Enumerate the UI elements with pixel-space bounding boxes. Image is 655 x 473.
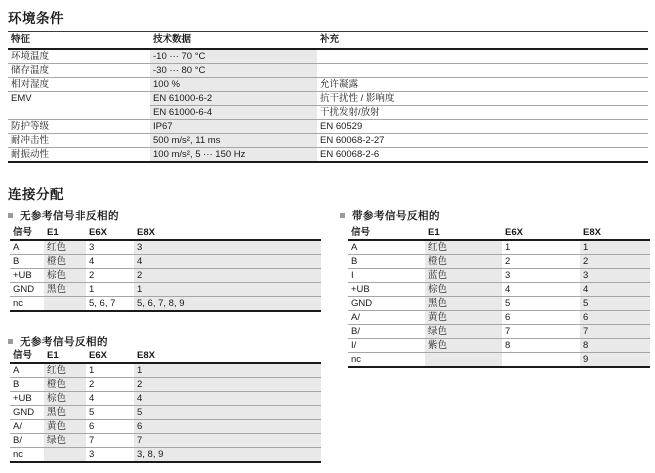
cell-e8x: 3 (580, 269, 650, 283)
table-row (348, 283, 650, 297)
connection-table-nonreference-inverted (10, 349, 321, 463)
table-row (10, 240, 321, 255)
column-header-data: 技术数据 (150, 32, 317, 49)
cell-feature: 相对湿度 (8, 77, 150, 91)
cell-e1: 黄色 (44, 420, 86, 434)
cell-signal: GND (348, 297, 425, 311)
subsection-title: 无参考信号非反相的 (20, 210, 119, 222)
table-header-row (10, 226, 321, 240)
cell-signal: I (348, 269, 425, 283)
cell-e8x: 9 (580, 353, 650, 368)
cell-e1: 橙色 (44, 378, 86, 392)
cell-signal: B (10, 378, 44, 392)
cell-e8x: 4 (134, 255, 321, 269)
table-row (10, 392, 321, 406)
cell-feature: EMV (8, 91, 150, 119)
square-bullet-icon (8, 339, 13, 344)
table-row (10, 420, 321, 434)
column-header-e1: E1 (425, 226, 502, 240)
cell-signal: A (10, 240, 44, 255)
cell-e6x: 1 (86, 283, 134, 297)
table-row (10, 283, 321, 297)
table-header-row (10, 349, 321, 363)
cell-data: 500 m/s², 11 ms (150, 133, 317, 147)
environment-section-title: 环境条件 (8, 11, 64, 26)
cell-e6x: 4 (86, 255, 134, 269)
table-row (348, 297, 650, 311)
table-row (10, 406, 321, 420)
cell-e1: 橙色 (425, 255, 502, 269)
column-header-signal: 信号 (10, 226, 44, 240)
cell-signal: +UB (10, 392, 44, 406)
connection-section-title: 连接分配 (8, 187, 64, 202)
table-row (8, 133, 648, 147)
connection-table-reference-inverted (348, 226, 650, 368)
cell-signal: B/ (348, 325, 425, 339)
cell-e6x: 6 (502, 311, 580, 325)
cell-signal: nc (348, 353, 425, 368)
cell-signal: B (348, 255, 425, 269)
cell-e1: 绿色 (44, 434, 86, 448)
cell-feature: 储存温度 (8, 63, 150, 77)
cell-e6x: 7 (86, 434, 134, 448)
cell-e6x: 5 (502, 297, 580, 311)
connection-table-nonreference-noninverted (10, 226, 321, 312)
cell-data: EN 61000-6-2 (150, 91, 317, 105)
cell-supplement (317, 49, 648, 64)
column-header-e6x: E6X (502, 226, 580, 240)
cell-e6x: 1 (502, 240, 580, 255)
cell-data: IP67 (150, 119, 317, 133)
cell-e6x: 4 (86, 392, 134, 406)
cell-feature: 耐振动性 (8, 147, 150, 162)
cell-data: -10 ··· 70 °C (150, 49, 317, 64)
cell-e1: 黄色 (425, 311, 502, 325)
table-row (348, 269, 650, 283)
cell-e6x: 7 (502, 325, 580, 339)
table-row (348, 353, 650, 368)
column-header-e6x: E6X (86, 349, 134, 363)
cell-e8x: 1 (580, 240, 650, 255)
cell-e1: 黑色 (44, 406, 86, 420)
cell-data: EN 61000-6-4 (150, 105, 317, 119)
cell-signal: A/ (10, 420, 44, 434)
table-row (8, 147, 648, 162)
cell-e8x: 2 (580, 255, 650, 269)
cell-signal: GND (10, 406, 44, 420)
cell-e6x: 4 (502, 283, 580, 297)
table-row (10, 255, 321, 269)
cell-e1 (44, 297, 86, 312)
table-row (348, 339, 650, 353)
table-row (10, 269, 321, 283)
cell-e8x: 2 (134, 378, 321, 392)
cell-e6x: 1 (86, 363, 134, 378)
cell-signal: A (348, 240, 425, 255)
cell-signal: nc (10, 448, 44, 463)
cell-e6x: 2 (86, 378, 134, 392)
cell-e8x: 4 (580, 283, 650, 297)
subsection-nonreference-noninverted (8, 208, 119, 223)
environment-conditions-table (8, 31, 648, 163)
cell-e6x: 3 (86, 448, 134, 463)
cell-e1: 棕色 (44, 392, 86, 406)
table-row (10, 363, 321, 378)
subsection-reference-inverted (340, 208, 440, 223)
table-row (348, 240, 650, 255)
cell-signal: A/ (348, 311, 425, 325)
cell-e1: 绿色 (425, 325, 502, 339)
table-row (348, 255, 650, 269)
cell-e8x: 3 (134, 240, 321, 255)
cell-e6x: 5, 6, 7 (86, 297, 134, 312)
cell-e6x: 2 (86, 269, 134, 283)
column-header-signal: 信号 (10, 349, 44, 363)
cell-supplement (317, 63, 648, 77)
cell-signal: I/ (348, 339, 425, 353)
subsection-title: 带参考信号反相的 (352, 210, 440, 222)
cell-data: 100 % (150, 77, 317, 91)
cell-feature: 耐冲击性 (8, 133, 150, 147)
cell-supplement: EN 60068-2-27 (317, 133, 648, 147)
cell-signal: B/ (10, 434, 44, 448)
cell-signal: nc (10, 297, 44, 312)
cell-e6x: 5 (86, 406, 134, 420)
table-row (348, 311, 650, 325)
square-bullet-icon (340, 213, 345, 218)
cell-e6x: 2 (502, 255, 580, 269)
table-row (8, 63, 648, 77)
cell-supplement: EN 60068-2-6 (317, 147, 648, 162)
cell-e6x (502, 353, 580, 368)
table-row (8, 91, 648, 105)
cell-e1: 蓝色 (425, 269, 502, 283)
table-row (10, 378, 321, 392)
column-header-feature: 特征 (8, 32, 150, 49)
subsection-nonreference-inverted (8, 334, 108, 349)
cell-supplement: 干扰发射/放射 (317, 105, 648, 119)
cell-e8x: 6 (580, 311, 650, 325)
column-header-e6x: E6X (86, 226, 134, 240)
cell-e8x: 1 (134, 283, 321, 297)
cell-e1 (44, 448, 86, 463)
column-header-e8x: E8X (580, 226, 650, 240)
cell-e8x: 2 (134, 269, 321, 283)
column-header-supplement: 补充 (317, 32, 648, 49)
cell-e8x: 6 (134, 420, 321, 434)
cell-data: -30 ··· 80 °C (150, 63, 317, 77)
cell-supplement: 允许凝露 (317, 77, 648, 91)
table-row (8, 119, 648, 133)
cell-signal: A (10, 363, 44, 378)
table-header-row (348, 226, 650, 240)
column-header-e1: E1 (44, 349, 86, 363)
cell-e8x: 4 (134, 392, 321, 406)
cell-e1: 红色 (44, 240, 86, 255)
cell-e8x: 3, 8, 9 (134, 448, 321, 463)
cell-e8x: 1 (134, 363, 321, 378)
cell-e1: 棕色 (425, 283, 502, 297)
column-header-signal: 信号 (348, 226, 425, 240)
cell-e1: 紫色 (425, 339, 502, 353)
column-header-e8x: E8X (134, 226, 321, 240)
table-row (10, 297, 321, 312)
cell-supplement: 抗干扰性 / 影响度 (317, 91, 648, 105)
table-row (8, 49, 648, 64)
cell-e8x: 7 (580, 325, 650, 339)
cell-e8x: 8 (580, 339, 650, 353)
column-header-e1: E1 (44, 226, 86, 240)
table-row (10, 448, 321, 463)
cell-e1: 红色 (44, 363, 86, 378)
cell-e1: 棕色 (44, 269, 86, 283)
cell-e1: 黑色 (44, 283, 86, 297)
cell-feature: 防护等级 (8, 119, 150, 133)
cell-e6x: 8 (502, 339, 580, 353)
cell-e6x: 6 (86, 420, 134, 434)
subsection-title: 无参考信号反相的 (20, 336, 108, 348)
cell-e8x: 5 (134, 406, 321, 420)
square-bullet-icon (8, 213, 13, 218)
table-row (10, 434, 321, 448)
cell-e8x: 5 (580, 297, 650, 311)
cell-signal: +UB (348, 283, 425, 297)
cell-signal: B (10, 255, 44, 269)
cell-e1 (425, 353, 502, 368)
cell-e8x: 7 (134, 434, 321, 448)
cell-signal: +UB (10, 269, 44, 283)
cell-e6x: 3 (502, 269, 580, 283)
table-row (8, 77, 648, 91)
table-header-row (8, 32, 648, 49)
cell-data: 100 m/s², 5 ··· 150 Hz (150, 147, 317, 162)
cell-signal: GND (10, 283, 44, 297)
cell-feature: 环境温度 (8, 49, 150, 64)
cell-e1: 红色 (425, 240, 502, 255)
cell-e1: 橙色 (44, 255, 86, 269)
cell-e1: 黑色 (425, 297, 502, 311)
table-row (348, 325, 650, 339)
cell-supplement: EN 60529 (317, 119, 648, 133)
cell-e6x: 3 (86, 240, 134, 255)
cell-e8x: 5, 6, 7, 8, 9 (134, 297, 321, 312)
column-header-e8x: E8X (134, 349, 321, 363)
